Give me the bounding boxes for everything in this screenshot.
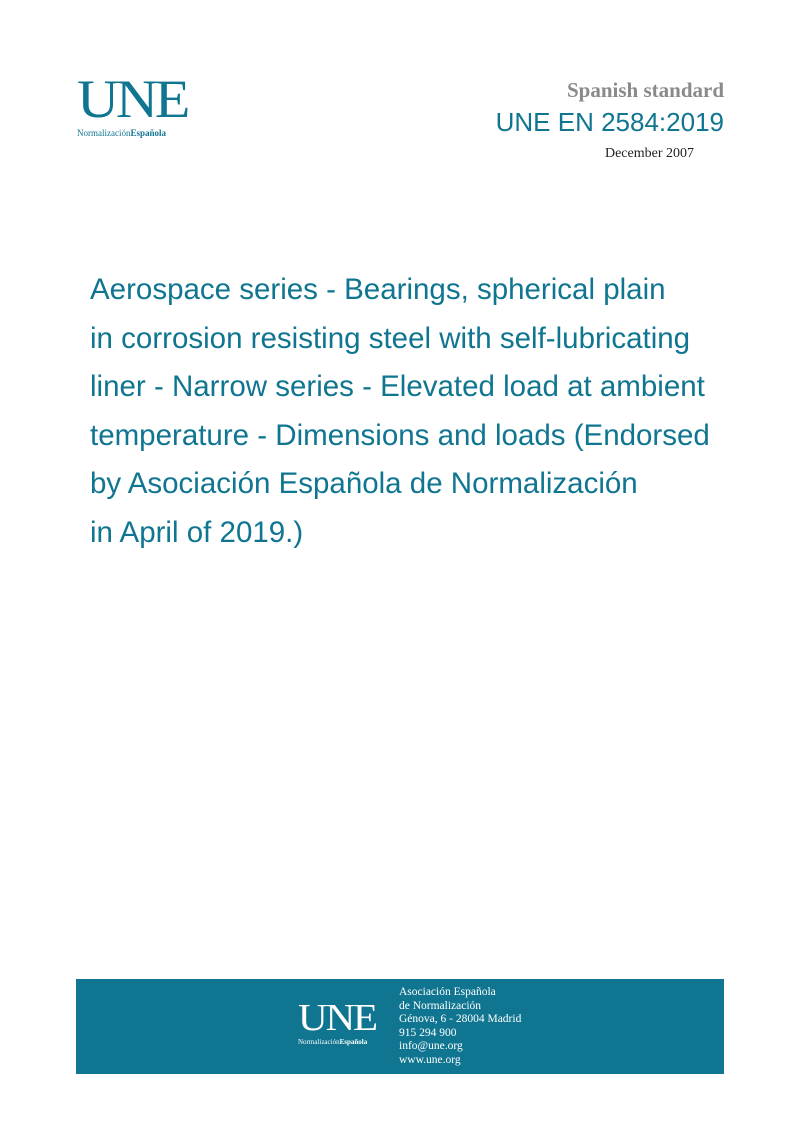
title-line: in corrosion resisting steel with self-lubricating — [90, 321, 691, 355]
footer-logo-subtitle-regular: Normalización — [298, 1038, 340, 1046]
footer-logo-mark: UNE — [298, 997, 376, 1039]
document-header — [496, 78, 724, 162]
title-line: temperature - Dimensions and loads (Endorsed — [90, 418, 710, 452]
footer-logo-subtitle — [298, 1038, 370, 1046]
title-line: by Asociación Española de Normalización — [90, 467, 638, 500]
contact-address: Génova, 6 - 28004 Madrid — [399, 1013, 522, 1026]
logo-subtitle-bold: Española — [130, 128, 167, 138]
title-line: Aerospace series - Bearings, spherical plain — [90, 273, 666, 306]
logo-mark: UNE — [77, 69, 188, 129]
document-title — [90, 266, 780, 557]
une-logo — [77, 69, 193, 138]
title-line: in April of 2019.) — [90, 515, 304, 549]
footer-band — [76, 979, 724, 1074]
document-date: December 2007 — [604, 146, 694, 161]
document-code: UNE EN 2584:2019 — [495, 107, 724, 137]
contact-website[interactable]: www.une.org — [399, 1053, 461, 1066]
contact-email[interactable]: info@une.org — [399, 1040, 463, 1053]
logo-subtitle-regular: Normalización — [77, 128, 131, 138]
title-line: liner - Narrow series - Elevated load at ambient — [90, 370, 705, 403]
contact-org-line1: Asociación Española — [399, 986, 496, 998]
contact-block — [399, 986, 521, 1068]
footer-logo-subtitle-bold: Española — [339, 1038, 368, 1046]
document-type: Spanish standard — [567, 78, 724, 102]
contact-org-line2: de Normalización — [399, 999, 482, 1012]
contact-phone: 915 294 900 — [399, 1026, 457, 1039]
footer-logo — [298, 997, 376, 1046]
logo-subtitle — [77, 128, 193, 138]
